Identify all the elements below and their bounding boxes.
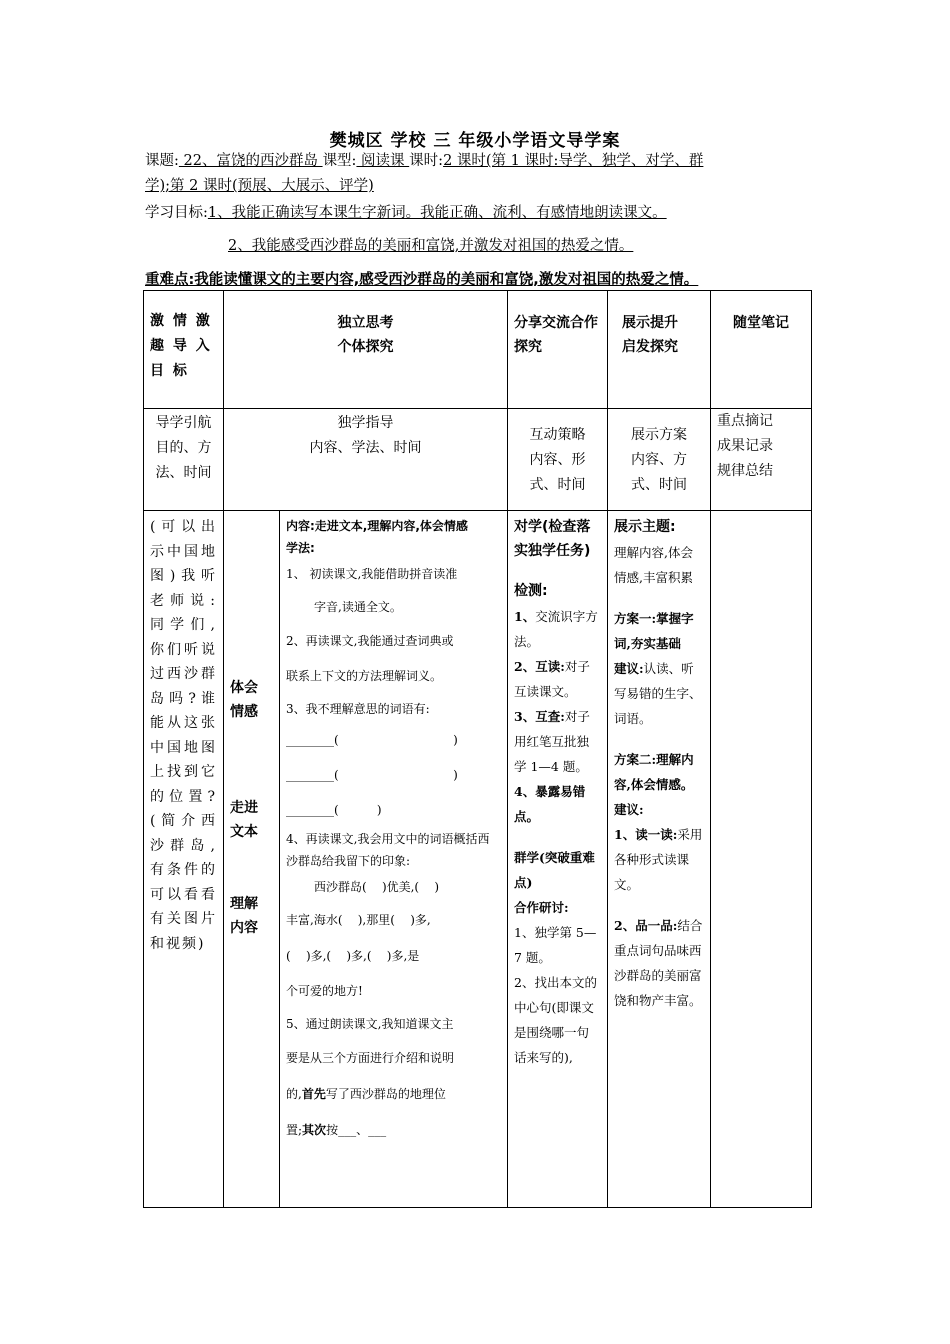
theme-label: 展示主题: xyxy=(614,519,676,535)
sub-col-2-line-1: 独学指导 xyxy=(337,415,394,431)
stage-3-line-2: 内容 xyxy=(230,920,258,936)
sub-col-5-line-1: 重点摘记 xyxy=(717,413,773,429)
coop-item-2: 2、找出本文的中心句(即课文是围绕哪一句话来写的), xyxy=(514,975,597,1065)
goal-1: 1、我能正确读写本课生字新词。我能正确、流利、有感情地朗读课文。 xyxy=(207,205,667,221)
test-item-4: 4、暴露易错点。 xyxy=(514,784,586,824)
coop-item-1: 1、独学第 5—7 题。 xyxy=(514,925,597,965)
presentation-plan xyxy=(608,511,711,1208)
table-header-row xyxy=(144,291,812,409)
step-2-cont: 联系上下文的方法理解词义。 xyxy=(286,669,443,683)
head-col-4-line-1: 展示提升 xyxy=(622,315,678,331)
lesson-plan-table xyxy=(143,290,812,1208)
step-4-fill-2: 丰富,海水( ),那里( )多, xyxy=(286,913,431,927)
step-4-fill-4: 个可爱的地方! xyxy=(286,984,363,998)
sub-col-5-line-3: 规律总结 xyxy=(717,463,773,479)
test-item-3: 3、互查:对子用红笔互批独学 1—4 题。 xyxy=(514,709,590,774)
step-5-cont-1: 要是从三个方面进行介绍和说明 xyxy=(286,1051,455,1065)
blank-line-1[interactable]: ________( ) xyxy=(286,733,458,747)
plan-2-suggestion-label: 建议: xyxy=(614,802,644,817)
stage-3-line-1: 理解 xyxy=(230,896,258,912)
sub-col-3: 互动策略 内容、形式、时间 xyxy=(508,409,608,511)
plan-2: 方案二:理解内容,体会情感。 xyxy=(614,752,694,792)
step-4: 4、再读课文,我会用文中的词语概括西沙群岛给我留下的印象: xyxy=(286,832,490,868)
sub-col-4: 展示方案 内容、方式、时间 xyxy=(608,409,711,511)
step-4-fill-1: 西沙群岛( )优美,( ) xyxy=(314,880,440,894)
goal-2: 2、我能感受西沙群岛的美丽和富饶,并激发对祖国的热爱之情。 xyxy=(228,238,634,254)
type-label: 课型: xyxy=(322,153,357,169)
lesson-info-line-1 xyxy=(145,150,815,172)
time-value: 2 课时(第 1 课时:导学、独学、对学、群 xyxy=(443,153,704,169)
step-1-cont: 字音,读通全文。 xyxy=(314,600,402,614)
step-3: 3、我不理解意思的词语有: xyxy=(286,702,430,716)
sub-col-5 xyxy=(711,409,812,511)
intro-text: (可以出示中国地图)我听老师说:同学们,你们听说过西沙群岛吗?谁能从这张中国地图上找到它的位置?(简介西沙群岛,有条件的可以看看有关图片和视频) xyxy=(144,511,224,1208)
stage-2-line-1: 走进 xyxy=(230,800,258,816)
type-value: 阅读课 xyxy=(356,153,410,169)
time-label: 课时: xyxy=(409,153,444,169)
head-col-4 xyxy=(608,291,711,409)
topic-value: 22、富饶的西沙群岛 xyxy=(178,153,323,169)
head-col-4-line-2: 启发探究 xyxy=(622,339,678,355)
pair-study-title: 对学(检查落实独学任务) xyxy=(514,519,591,559)
head-col-2 xyxy=(224,291,508,409)
coop-label: 合作研讨: xyxy=(514,900,569,915)
doc-title: 樊城区 学校 三 年级小学语文导学案 xyxy=(329,131,621,151)
sub-col-5-line-2: 成果记录 xyxy=(717,438,773,454)
test-item-2: 2、互读:对子互读课文。 xyxy=(514,659,590,699)
step-5: 5、通过朗读课文,我知道课文主 xyxy=(286,1017,454,1031)
test-label: 检测: xyxy=(514,583,548,599)
goal-line-1 xyxy=(145,202,815,224)
stage-labels xyxy=(224,511,280,1208)
test-item-1: 1、交流识字方法。 xyxy=(514,609,598,649)
study-method-label: 学法: xyxy=(286,541,315,555)
table-body-row xyxy=(144,511,812,1208)
head-col-5: 随堂笔记 xyxy=(711,291,812,409)
blank-line-3[interactable]: ________( ) xyxy=(286,803,382,817)
plan-1-suggestion: 建议:认读、听写易错的生字、词语。 xyxy=(614,661,702,726)
sub-col-1: 导学引航 目的、方法、时间 xyxy=(144,409,224,511)
head-col-3: 分享交流合作探究 xyxy=(508,291,608,409)
goal-label: 学习目标: xyxy=(145,205,208,221)
head-col-2-line-2: 个体探究 xyxy=(337,339,394,355)
stage-2-line-2: 文本 xyxy=(230,824,258,840)
group-study-title: 群学(突破重难点) xyxy=(514,850,595,890)
notes-column[interactable] xyxy=(711,511,812,1208)
blank-line-2[interactable]: ________( ) xyxy=(286,768,458,782)
theme-text: 理解内容,体会情感,丰富积累 xyxy=(614,545,693,585)
key-points: 重难点:我能读懂课文的主要内容,感受西沙群岛的美丽和富饶,激发对祖国的热爱之情。 xyxy=(145,272,699,288)
plan-2-read: 1、读一读:采用各种形式读课文。 xyxy=(614,827,703,892)
head-col-1: 激 情 激 趣 导 入 目 标 xyxy=(144,291,224,409)
plan-2-savor: 2、品一品:结合重点词句品味西沙群岛的美丽富饶和物产丰富。 xyxy=(614,918,703,1008)
topic-label: 课题: xyxy=(145,153,179,169)
study-content: 内容:走进文本,理解内容,体会情感 xyxy=(286,519,468,533)
plan-1: 方案一:掌握字词,夯实基础 xyxy=(614,611,694,651)
step-5-cont-3: 置;其次按___、___ xyxy=(286,1123,387,1137)
step-5-cont-2: 的,首先写了西沙群岛的地理位 xyxy=(286,1087,446,1101)
sub-col-2-line-2: 内容、学法、时间 xyxy=(309,440,422,456)
stage-1-line-2: 情感 xyxy=(230,704,258,720)
head-col-2-line-1: 独立思考 xyxy=(337,315,394,331)
lesson-info-line-2: 学);第 2 课时(预展、大展示、评学) xyxy=(145,178,374,194)
table-subheader-row xyxy=(144,409,812,511)
step-1: 1、 初读课文,我能借助拼音读准 xyxy=(286,567,458,581)
self-study-guide xyxy=(280,511,508,1208)
step-2: 2、再读课文,我能通过查词典或 xyxy=(286,634,454,648)
step-4-fill-3: ( )多,( )多,( )多,是 xyxy=(286,949,420,963)
interaction-strategy xyxy=(508,511,608,1208)
sub-col-2 xyxy=(224,409,508,511)
stage-1-line-1: 体会 xyxy=(230,680,258,696)
